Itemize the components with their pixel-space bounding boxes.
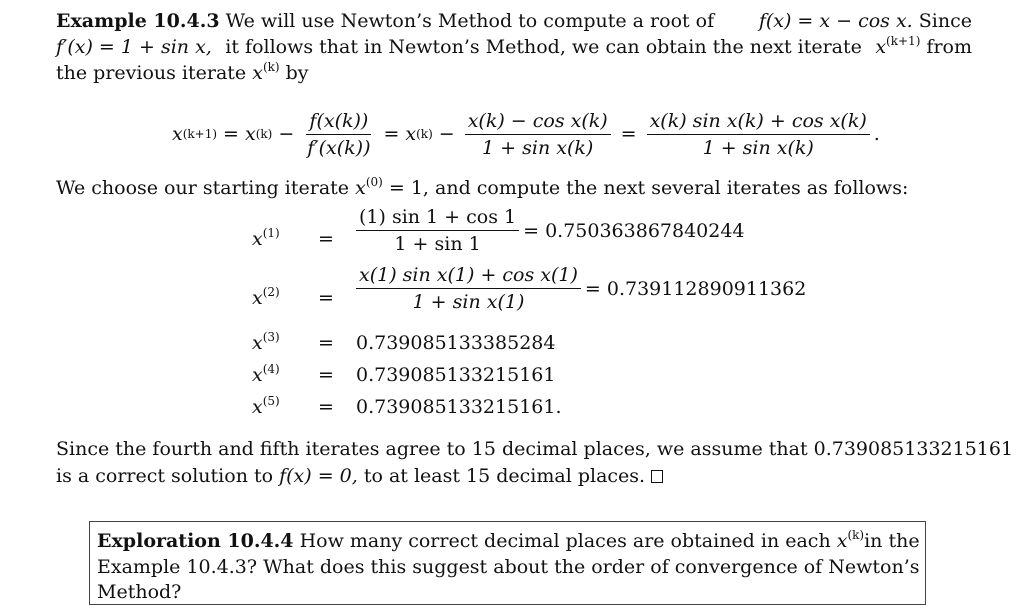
iterate-superscript: (1) — [262, 226, 280, 240]
formula-lhs: x — [172, 123, 183, 145]
fraction-denominator: 1 + sin x(1) — [412, 291, 525, 313]
iterate-superscript: (3) — [262, 330, 280, 344]
equals-sign: = — [318, 364, 334, 386]
equals-sign: = — [318, 332, 334, 354]
fraction-denominator: f′(x(k)) — [307, 136, 371, 159]
fraction-simplified — [647, 110, 870, 159]
iterate-superscript: (k) — [847, 528, 865, 542]
fraction-numerator: f(x(k)) — [306, 110, 371, 135]
root-equation: f(x) = 0, — [279, 465, 358, 487]
derivative-definition: f′(x) = 1 + sin x, — [56, 36, 212, 58]
conclusion-line-1 — [56, 438, 1014, 460]
next-iterate-symbol: x — [875, 36, 887, 58]
iterate-value: 0.739085133215161. — [356, 396, 562, 418]
exploration-box — [89, 521, 926, 605]
equals-sign: = — [318, 287, 334, 309]
function-definition: f(x) = x − cos x. — [758, 10, 913, 32]
equals-sign: = — [318, 228, 334, 250]
iterate-symbol: x — [252, 332, 263, 354]
intro-text-by: by — [285, 62, 309, 84]
iterate-superscript: (2) — [262, 285, 280, 299]
intro-text-from: from — [926, 36, 972, 58]
iterate-value: 0.739085133215161 — [356, 364, 556, 386]
equals-sign: = — [620, 123, 637, 145]
intro-text: We will use Newton’s Method to compute a root of — [225, 10, 715, 32]
iterate-superscript: (5) — [262, 394, 280, 408]
exploration-label: Exploration 10.4.4 — [97, 530, 294, 552]
exploration-line-3: Method? — [97, 581, 182, 603]
newton-formula: x (k+1) = x (k) − $\frac{f(x(k))}{f'(x(k))}$ = x (k) − $\frac{\text{x(k) − cos x(k)}}{\text{1 + sin x(k)}}$ = $\frac{\text{x(k) sin x(k) + cos x(k)}}{\text{1 + sin x(k)}}$ . — [172, 109, 880, 159]
equals-sign: = — [383, 123, 400, 145]
exploration-line-2: Example 10.4.3? What does this suggest about the order of convergence of Newton’s — [97, 556, 920, 578]
iterate-value: = 0.739112890911362 — [584, 277, 807, 300]
conclusion-text: Since the fourth and fifth iterates agree to 15 decimal places, we assume that 0.739085133215161 — [56, 438, 1014, 460]
fraction-denominator: 1 + sin x(k) — [482, 136, 594, 159]
equals-sign: = — [223, 123, 239, 145]
conclusion-text-2: is a correct solution to — [56, 465, 274, 487]
starting-iterate-line — [56, 177, 908, 199]
iterate-symbol: x — [836, 530, 848, 552]
fraction-numerator: x(1) sin x(1) + cos x(1) — [356, 264, 581, 289]
iterate-symbol: x — [252, 396, 263, 418]
formula-term: x — [405, 123, 417, 145]
exploration-text: How many correct decimal places are obtained in each — [299, 530, 831, 552]
fraction-denominator: 1 + sin 1 — [394, 233, 481, 255]
initial-iterate-value: = 1, — [388, 177, 429, 199]
example-intro-line-3 — [56, 62, 309, 84]
fraction-f-over-fprime — [304, 110, 373, 159]
conclusion-text-3: to at least 15 decimal places. — [363, 465, 646, 487]
iterate-value: 0.739085133385284 — [356, 332, 556, 354]
intro-text-since: Since — [918, 10, 972, 32]
iterate-2-fraction — [356, 264, 581, 313]
example-label: Example 10.4.3 — [56, 10, 220, 32]
intro-text-3: the previous iterate — [56, 62, 247, 84]
initial-iterate-symbol: x — [355, 177, 366, 199]
equals-sign: = — [318, 396, 334, 418]
example-intro-line-1 — [56, 10, 972, 32]
iterate-superscript: (4) — [262, 362, 280, 376]
previous-iterate-superscript: (k) — [262, 60, 280, 74]
start-text: We choose our starting iterate — [56, 177, 350, 199]
fraction-numerator: x(k) sin x(k) + cos x(k) — [647, 110, 870, 135]
iterate-symbol: x — [252, 364, 263, 386]
exploration-line-1 — [97, 528, 920, 552]
start-text-2: and compute the next several iterates as follows: — [435, 177, 909, 199]
qed-square-icon — [651, 470, 663, 483]
fraction-numerator: (1) sin 1 + cos 1 — [356, 206, 519, 231]
next-iterate-superscript: (k+1) — [886, 34, 921, 48]
previous-iterate-symbol: x — [252, 62, 263, 84]
fraction-denominator: 1 + sin x(k) — [702, 136, 814, 159]
formula-term: x — [244, 123, 256, 145]
fraction-numerator: x(k) − cos x(k) — [465, 110, 611, 135]
example-intro-line-2 — [56, 36, 972, 58]
exploration-text-end: in the — [864, 530, 920, 552]
iterate-value: = 0.750363867840244 — [523, 219, 745, 242]
iterate-symbol: x — [252, 287, 263, 309]
intro-text-2: it follows that in Newton’s Method, we can obtain the next iterate — [225, 36, 862, 58]
iterate-symbol: x — [252, 228, 263, 250]
fraction-expanded — [465, 110, 611, 159]
iterate-1-fraction — [356, 206, 519, 255]
initial-iterate-superscript: (0) — [365, 175, 383, 189]
conclusion-line-2 — [56, 465, 663, 487]
